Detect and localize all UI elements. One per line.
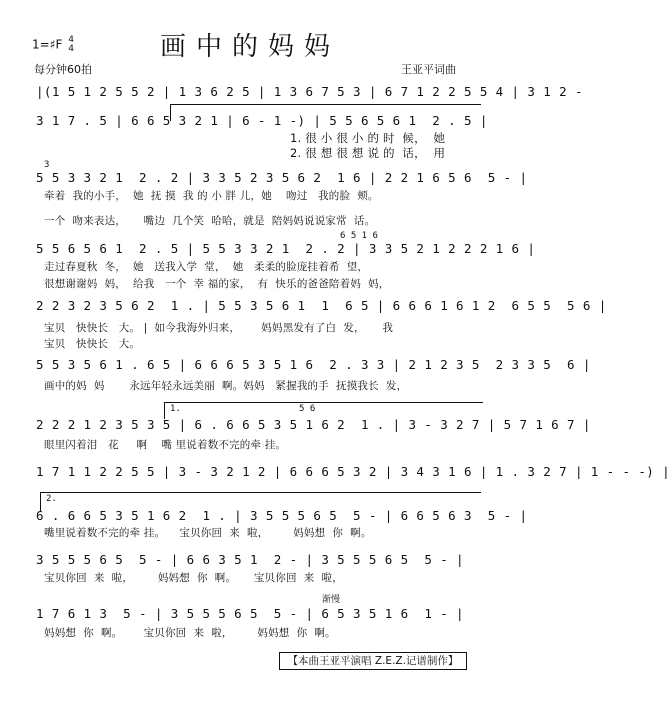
lyric-4b: 很想谢谢妈 妈， 给我 一个 幸 福的家， 有 快乐的爸爸陪着妈 妈， [44,278,390,290]
repeat-mark: 5 6 [299,404,316,414]
score-line-3: 5 5 3 3 2 1 2 . 2 | 3 3 5 2 3 5 6 2 1 6 | 2 2 1 6 5 6 5 - | [36,170,528,185]
small-notes: 6 5 1 6 [340,231,378,241]
score-line-11: 1 7 6 1 3 5 - | 3 5 5 5 6 5 5 - | 6 5 3 5 1 6 1 - | [36,606,464,621]
lyric-4a: 走过春夏秋 冬， 她 送我入学 堂， 她 柔柔的脸庞挂着希 望， [44,261,369,273]
lyric-3a: 牵着 我的小手， 她 抚 摸 我 的 小 胖 儿，她 吻过 我的脸 颊。 [44,190,379,202]
lyric-10a: 宝贝你回 来 啦， 妈妈想 你 啊。 宝贝你回 来 啦， [44,572,343,584]
key-label: 1=♯F [32,37,63,52]
time-top: 4 [68,35,74,45]
lyric-9a: 嘴里说着数不完的牵 挂。 宝贝你回 来 啦， 妈妈想 你 啊。 [44,527,372,539]
footer-credit: 【本曲王亚平演唱 Z.E.Z.记谱制作】 [279,652,467,670]
lyric-6a: 画中的妈 妈 永远年轻永远美丽 啊。妈妈 紧握我的手 抚摸我长 发， [44,380,408,392]
time-bottom: 4 [68,44,74,54]
lyric-5b: 宝贝 快快长 大。 [44,338,141,350]
lyric-5a: 宝贝 快快长 大。 | 如今我海外归来， 妈妈黑发有了白 发， 我 [44,322,394,334]
tempo-mark: 每分钟60拍 [34,63,92,76]
credit: 王亚平词曲 [401,63,456,76]
volta-2-label: 2. [46,494,57,504]
score-line-7: 2 2 2 1 2 3 5 3 5 | 6 . 6 6 5 3 5 1 6 2 1 . | 3 - 3 2 7 | 5 7 1 6 7 | [36,417,591,432]
score-line-10: 3 5 5 5 6 5 5 - | 6 6 3 5 1 2 - | 3 5 5 5 6 5 5 - | [36,552,464,567]
small-three: 3 [44,160,50,170]
score-line-5: 2 2 3 2 3 5 6 2 1 . | 5 5 3 5 6 1 1 6 5 | 6 6 6 1 6 1 2 6 5 5 5 6 | [36,298,607,313]
volta-1-label: 1. [170,404,181,414]
lyric-11a: 妈妈想 你 啊。 宝贝你回 来 啦， 妈妈想 你 啊。 [44,627,336,639]
score-line-8: 1 7 1 1 2 2 5 5 | 3 - 3 2 1 2 | 6 6 6 5 3 2 | 3 4 3 1 6 | 1 . 3 2 7 | 1 - - -) | [36,464,670,479]
lyric-2b: 2. 很 想 很 想 说 的 话， 用 [290,146,446,160]
lyric-3b: 一个 吻来表达， 嘴边 几个笑 哈哈，就是 陪妈妈说说家常 话。 [44,215,376,227]
rit-mark: 渐慢 [322,595,341,605]
page-title: 画中的妈妈 [159,32,340,62]
score-line-1: |(1 5 1 2 5 5 2 | 1 3 6 2 5 | 1 3 6 7 5 3 | 6 7 1 2 2 5 5 4 | 3 1 2 - [36,84,583,99]
score-line-2: 3 1 7 . 5 | 6 6 5 3 2 1 | 6 - 1 -) | 5 5 6 5 6 1 2 . 5 | [36,113,488,128]
lyric-2a: 1. 很 小 很 小 的 时 候， 她 [290,131,446,145]
score-line-4: 5 5 6 5 6 1 2 . 5 | 5 5 3 3 2 1 2 . 2 | 3 3 5 2 1 2 2 2 1 6 | [36,241,536,256]
lyric-7a: 眼里闪着泪 花 啊 嘴 里说着数不完的牵 挂。 [44,439,287,451]
score-line-9: 6 . 6 6 5 3 5 1 6 2 1 . | 3 5 5 5 6 5 5 - | 6 6 5 6 3 5 - | [36,508,528,523]
score-line-6: 5 5 3 5 6 1 . 6 5 | 6 6 6 5 3 5 1 6 2 . 3 3 | 2 1 2 3 5 2 3 3 5 6 | [36,357,591,372]
